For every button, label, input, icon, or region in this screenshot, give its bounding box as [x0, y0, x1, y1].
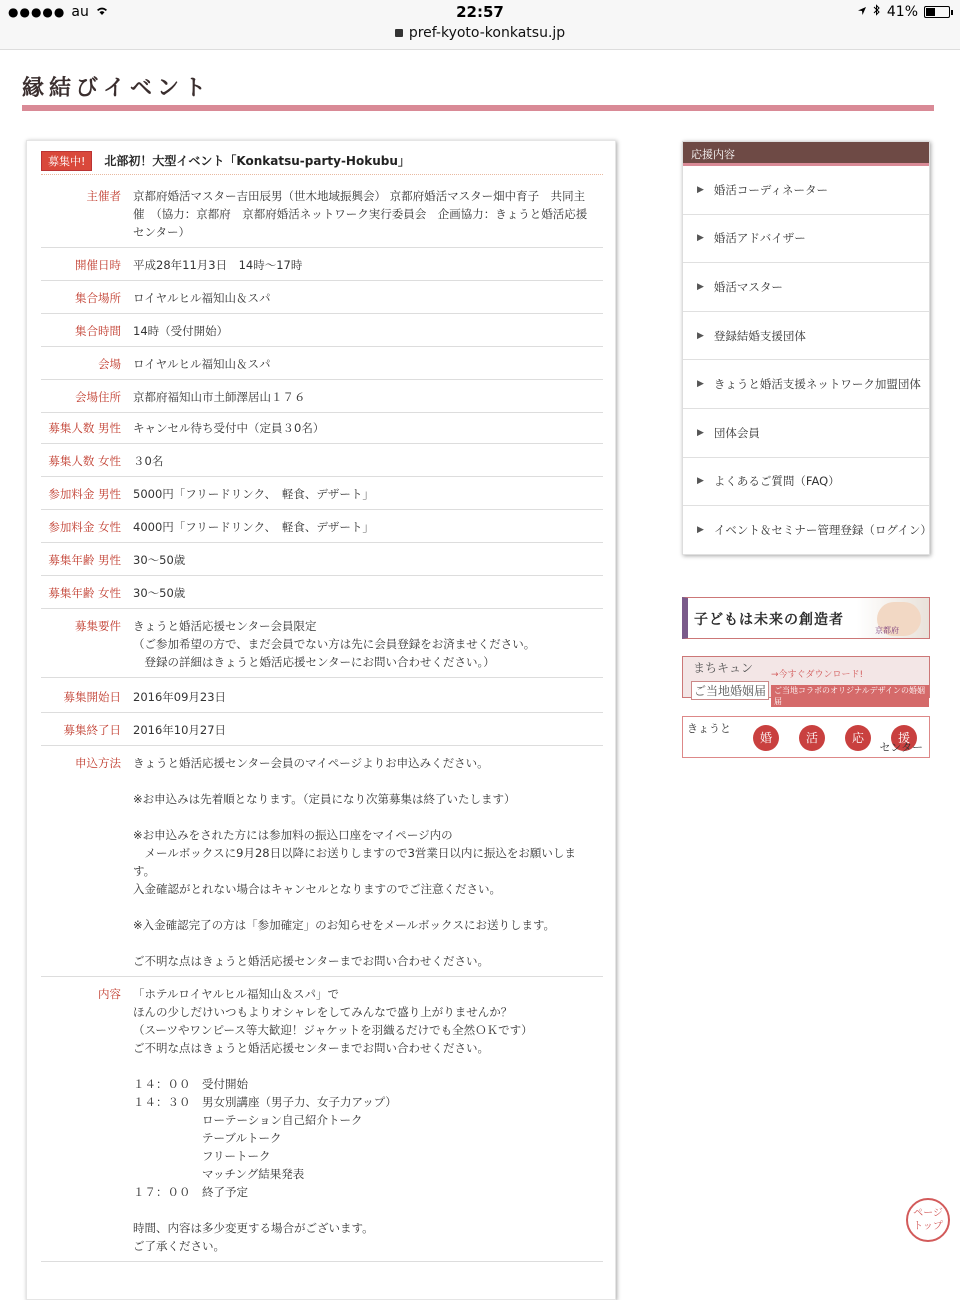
detail-key: 参加料金 男性: [41, 477, 133, 510]
status-badge: 募集中!: [41, 151, 92, 171]
detail-key: 集合時間: [41, 314, 133, 347]
url-text: pref-kyoto-konkatsu.jp: [408, 25, 566, 41]
sidebar-item[interactable]: [683, 166, 929, 215]
banner-center-label: センター: [879, 741, 923, 754]
banner-machi-sub: ご当地婚姻届: [691, 681, 769, 700]
detail-row: [41, 977, 603, 1262]
detail-value: 5000円「フリードリンク、 軽食、デザート」: [133, 477, 603, 510]
detail-key: 会場住所: [41, 380, 133, 413]
banner-machikyun[interactable]: [682, 656, 930, 706]
event-header: [41, 147, 603, 175]
status-right: [857, 4, 950, 20]
battery-icon: [924, 6, 950, 18]
lock-icon: [395, 29, 403, 37]
banner-word: 婚: [753, 725, 779, 751]
battery-fill: [926, 8, 935, 16]
sidebar-item[interactable]: [683, 263, 929, 312]
sidebar-item-label: 婚活マスター: [713, 279, 783, 294]
url-bar[interactable]: [0, 25, 960, 41]
clock: 22:57: [456, 3, 504, 21]
banner-kodomo[interactable]: [682, 597, 930, 639]
detail-row: [41, 281, 603, 314]
page-top-button[interactable]: ページ トップ: [906, 1198, 950, 1242]
detail-row: [41, 347, 603, 380]
banner-word: 活: [799, 725, 825, 751]
detail-key: 募集人数 男性: [41, 413, 133, 444]
location-icon: [857, 4, 867, 20]
detail-key: 開催日時: [41, 248, 133, 281]
sidebar-item[interactable]: [683, 215, 929, 264]
detail-key: 募集年齢 男性: [41, 543, 133, 576]
detail-row: [41, 678, 603, 713]
detail-row: [41, 248, 603, 281]
sidebar-item-label: 団体会員: [713, 425, 760, 440]
detail-row: [41, 477, 603, 510]
arrow-right-icon: ▶: [697, 524, 704, 535]
detail-value: 30〜50歳: [133, 543, 603, 576]
banner-word: 援: [891, 725, 917, 751]
detail-value: 京都府福知山市土師澤居山１７６: [133, 380, 603, 413]
detail-row: [41, 181, 603, 248]
sidebar-item-label: よくあるご質問（FAQ）: [713, 474, 840, 489]
detail-row: [41, 380, 603, 413]
detail-row: [41, 543, 603, 576]
detail-key: 募集開始日: [41, 678, 133, 713]
sidebar-item[interactable]: [683, 360, 929, 409]
detail-value: ロイヤルヒル福知山＆スパ: [133, 281, 603, 314]
detail-value: 2016年09月23日: [133, 678, 603, 713]
detail-key: 募集要件: [41, 609, 133, 678]
banner-machi-download: →今すぐダウンロード!: [771, 670, 864, 680]
detail-row: [41, 576, 603, 609]
detail-value: きょうと婚活応援センター会員限定 （ご参加希望の方で、まだ会員でない方は先に会員登録をお済ませください。 登録の詳細はきょうと婚活応援センターにお問い合わせください。）: [133, 609, 603, 678]
sidebar-item[interactable]: [683, 409, 929, 458]
bluetooth-icon: [873, 4, 881, 20]
detail-value: 「ホテルロイヤルヒル福知山＆スパ」で ほんの少しだけいつもよりオシャレをしてみんなで盛り上がりませんか？ （スーツやワンピース等大歓迎！ジャケットを羽織るだけでも全然ＯＫです） ご不明な点はきょうと婚活応援センターまでお問い合わせください。 １４：００ 受付開始 １４：３０ 男女別講座（男子力、女子力アップ） ローテーション自己紹介トーク テーブルトーク フリートーク マッチング結果発表 １７：００ 終了予定 時間、内容は多少変更する場合がございます。 ご了承ください。: [133, 977, 603, 1262]
sidebar-list: [683, 166, 932, 555]
event-card: [26, 140, 616, 1300]
sidebar-item-label: 登録結婚支援団体: [713, 328, 806, 343]
banner-machi-title: まちキュン: [693, 661, 754, 675]
detail-key: 募集年齢 女性: [41, 576, 133, 609]
banner-konkatsu-center[interactable]: [682, 716, 930, 758]
sidebar-item-label: きょうと婚活支援ネットワーク加盟団体: [713, 377, 921, 392]
banner-kodomo-sub: 京都府: [875, 626, 899, 635]
detail-key: 募集終了日: [41, 713, 133, 746]
sidebar-menu: [682, 141, 930, 555]
detail-value: 平成28年11月3日 14時〜17時: [133, 248, 603, 281]
detail-value: 2016年10月27日: [133, 713, 603, 746]
event-details-table: [41, 181, 603, 1262]
carrier-label: au: [71, 4, 89, 20]
arrow-right-icon: ▶: [697, 184, 704, 195]
detail-key: 主催者: [41, 181, 133, 248]
detail-row: [41, 413, 603, 444]
sidebar-heading: 応援内容: [683, 142, 929, 166]
sidebar-item-label: 婚活コーディネーター: [713, 182, 829, 197]
sidebar-item[interactable]: [683, 506, 932, 555]
arrow-right-icon: ▶: [697, 427, 704, 438]
detail-value: 京都府婚活マスター吉田辰男（世木地域振興会） 京都府婚活マスター畑中育子 共同主催 （協力：京都府 京都府婚活ネットワーク実行委員会 企画協力：きょうと婚活応援センター）: [133, 181, 603, 248]
detail-value: 14時（受付開始）: [133, 314, 603, 347]
detail-row: [41, 746, 603, 977]
arrow-right-icon: ▶: [697, 330, 704, 341]
detail-value: ３0名: [133, 444, 603, 477]
banner-center-kyoto: きょうと: [687, 722, 731, 735]
banner-kodomo-text: 子どもは未来の創造者: [694, 612, 844, 628]
detail-row: [41, 444, 603, 477]
sidebar-item-label: 婚活アドバイザー: [713, 231, 806, 246]
arrow-right-icon: ▶: [697, 476, 704, 487]
detail-key: 申込方法: [41, 746, 133, 977]
detail-row: [41, 609, 603, 678]
detail-value: キャンセル待ち受付中（定員３0名）: [133, 413, 603, 444]
detail-row: [41, 510, 603, 543]
detail-row: [41, 713, 603, 746]
detail-key: 集合場所: [41, 281, 133, 314]
status-bar: [0, 0, 960, 50]
arrow-right-icon: ▶: [697, 233, 704, 244]
signal-icon: ●●●●●: [8, 5, 66, 19]
battery-percent: 41%: [886, 4, 918, 20]
detail-key: 募集人数 女性: [41, 444, 133, 477]
detail-value: ロイヤルヒル福知山＆スパ: [133, 347, 603, 380]
detail-value: きょうと婚活応援センター会員のマイページよりお申込みください。 ※お申込みは先着順となります。（定員になり次第募集は終了いたします） ※お申込みをされた方には参加料の振込口座をマイページ内の メールボックスに9月28日以降にお送りしますので3営業日以内に振込をお願いします。 入金確認がとれない場合はキャンセルとなりますのでご注意ください。 ※入金確認完了の方は「参加確定」のお知らせをメールボックスにお送りします。 ご不明な点はきょうと婚活応援センターまでお問い合わせください。: [133, 746, 603, 977]
detail-key: 参加料金 女性: [41, 510, 133, 543]
arrow-right-icon: ▶: [697, 281, 704, 292]
banner-machi-desc: ご当地コラボのオリジナルデザインの婚姻届: [771, 685, 929, 707]
title-divider: [22, 105, 934, 111]
detail-value: 30〜50歳: [133, 576, 603, 609]
sidebar-item-label: イベント＆セミナー管理登録（ログイン）: [713, 522, 932, 537]
sidebar-item[interactable]: [683, 458, 929, 507]
banner-word: 応: [845, 725, 871, 751]
detail-row: [41, 314, 603, 347]
sidebar-item[interactable]: [683, 312, 929, 361]
event-title: 北部初！大型イベント「Konkatsu-party-Hokubu」: [104, 154, 410, 168]
arrow-right-icon: ▶: [697, 379, 704, 390]
detail-key: 会場: [41, 347, 133, 380]
detail-value: 4000円「フリードリンク、 軽食、デザート」: [133, 510, 603, 543]
detail-key: 内容: [41, 977, 133, 1262]
page-title: 縁結びイベント: [22, 75, 212, 101]
